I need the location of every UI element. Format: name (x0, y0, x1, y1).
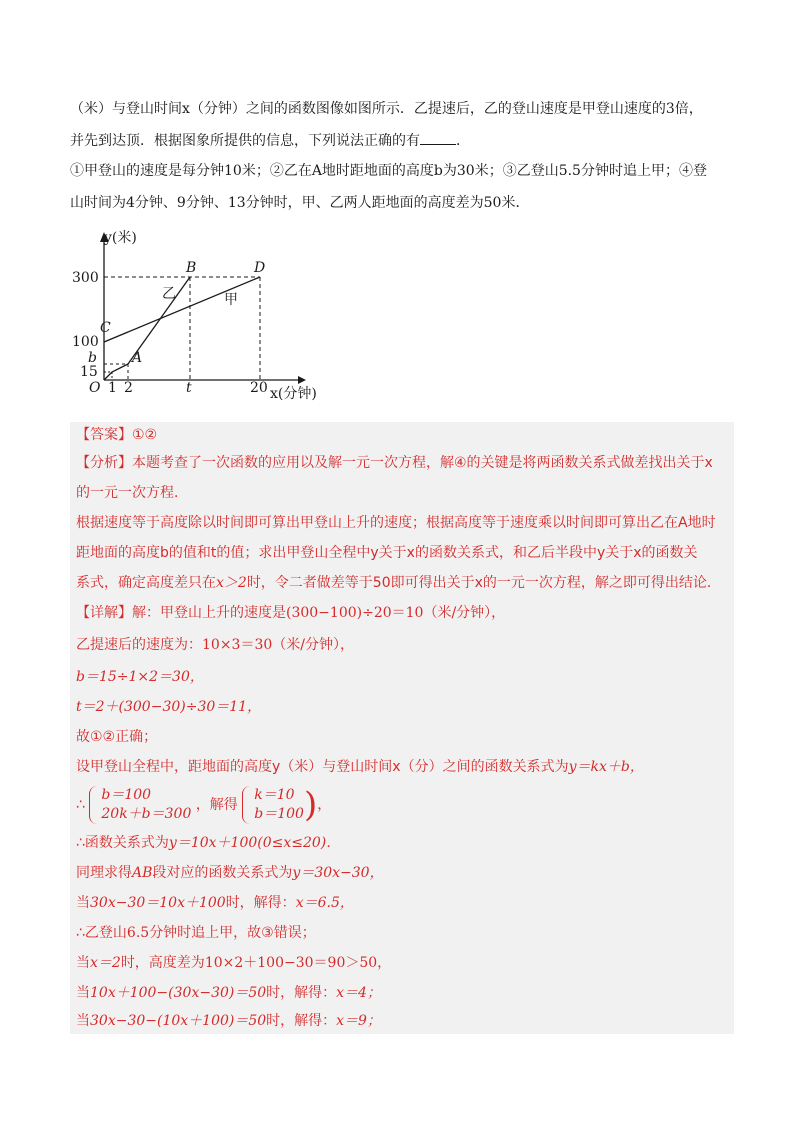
question-line-2-text: 并先到达顶．根据图象所提供的信息，下列说法正确的有 (70, 133, 420, 149)
detail-text-a: 【详解】解：甲登山上升的速度是 (76, 605, 286, 621)
analysis-5-text-a: 系式，确定高度差只在 (76, 575, 216, 591)
when4-math: 30x−30−(10x＋100)＝50 (90, 1013, 267, 1029)
when-line-1 (76, 892, 354, 914)
question-line-1: （米）与登山时间x（分钟）之间的函数图像如图所示．乙提速后，乙的登山速度是甲登山速度的3倍， (70, 101, 703, 117)
when4-solution: x＝9； (336, 1013, 381, 1029)
close-paren: ) (303, 785, 318, 825)
when3-math: 10x＋100−(30x−30)＝50 (90, 985, 267, 1001)
analysis-line-2: 的一元一次方程． (76, 485, 188, 501)
function-text: ∴函数关系式为 (76, 835, 169, 851)
x-tick-t: t (186, 380, 192, 396)
ab-line (76, 862, 384, 884)
when2-math-1: x＝2 (90, 955, 121, 971)
line-yi-label: 乙 (162, 286, 176, 302)
when4-text-b: 时，解得： (266, 1013, 337, 1029)
ab-segment: AB (132, 865, 153, 881)
equation-system (89, 786, 191, 824)
wrong-math: 6.5 (126, 925, 150, 941)
x-tick-1: 1 (108, 380, 117, 396)
origin-label: O (89, 380, 101, 396)
line-yi (104, 277, 190, 380)
therefore-symbol: ∴ (76, 797, 85, 813)
when3-solution: x＝4； (336, 985, 381, 1001)
when4-text-a: 当 (76, 1013, 90, 1029)
analysis-line-5 (76, 572, 721, 594)
when2-text-a: 当 (76, 955, 90, 971)
point-c-label: C (100, 320, 111, 336)
question-line-2-end: ． (456, 133, 470, 149)
when1-text-a: 当 (76, 895, 90, 911)
b-equation: b＝15÷1×2＝30， (76, 669, 204, 685)
solution-system (242, 786, 304, 824)
y-tick-15: 15 (80, 364, 98, 380)
detail-text-b: （米/分钟）， (423, 605, 506, 621)
solution-eq-2: b＝100 (254, 806, 304, 822)
solve-text: ，解得 (195, 797, 238, 813)
x-tick-20: 20 (250, 380, 268, 396)
system-line (76, 786, 331, 824)
analysis-5-text-b: 时，令二者做差等于50即可得出关于x的一元一次方程，解之即可得出结论． (246, 575, 721, 591)
set-math: y＝kx＋b， (568, 759, 644, 775)
y-tick-100: 100 (72, 334, 99, 350)
function-math: y＝10x＋100(0≤x≤20)． (168, 835, 341, 851)
solution-eq-1: k＝10 (254, 787, 295, 803)
speed-math: 10×3＝30 (202, 637, 273, 653)
when-line-2 (76, 952, 391, 974)
system-eq-2: 20k＋b＝300 (101, 806, 192, 822)
speed-text-b: （米/分钟）， (272, 637, 354, 653)
set-text: 设甲登山全程中，距地面的高度y（米）与登山时间x（分）之间的函数关系式为 (76, 759, 569, 775)
set-function-line (76, 756, 644, 778)
y-axis-label: y(米) (104, 230, 137, 246)
when-line-4 (76, 1010, 381, 1032)
question-line-3: ①甲登山的速度是每分钟10米；②乙在A地时距地面的高度b为30米；③乙登山5.5分钟时追上甲；④登 (70, 163, 707, 179)
ab-math: y＝30x−30， (292, 865, 384, 881)
ab-text-b: 段对应的函数关系式为 (152, 865, 293, 881)
solution-box (70, 422, 734, 1034)
function-line (76, 832, 340, 854)
detail-line (76, 602, 505, 624)
detail-math: (300−100)÷20＝10 (286, 605, 424, 621)
system-eq-1: b＝100 (101, 787, 152, 803)
analysis-5-math: x＞2 (216, 575, 247, 591)
x-axis-arrow-icon (298, 376, 306, 384)
when2-math-2: 10×2＋100−30＝90＞50， (204, 955, 392, 971)
analysis-line-3: 根据速度等于高度除以时间即可算出甲登山上升的速度；根据高度等于速度乘以时间即可算出乙在A地时 (76, 515, 716, 531)
answer-blank (420, 130, 456, 145)
point-b-label: B (186, 260, 197, 276)
wrong-text-b: 分钟时追上甲，故③错误； (149, 925, 316, 941)
line-jia-label: 甲 (224, 292, 238, 308)
t-equation: t＝2＋(300−30)÷30＝11， (76, 699, 262, 715)
system-end: ， (317, 797, 332, 813)
x-tick-2: 2 (124, 380, 133, 396)
when1-math: 30x−30＝10x＋100 (90, 895, 226, 911)
when3-text-a: 当 (76, 985, 90, 1001)
x-axis-label: x(分钟) (270, 386, 317, 402)
question-line-4: 山时间为4分钟、9分钟、13分钟时，甲、乙两人距地面的高度差为50米． (70, 195, 530, 211)
analysis-line-4: 距地面的高度b的值和t的值；求出甲登山全程中y关于x的函数关系式，和乙后半段中y关于x的函数关 (76, 545, 698, 561)
answer-line: 【答案】①② (76, 427, 158, 443)
y-tick-300: 300 (72, 270, 99, 286)
ab-text-a: 同理求得 (76, 865, 132, 881)
wrong-line (76, 922, 316, 944)
function-graph (60, 222, 350, 412)
speed-text-a: 乙提速后的速度为： (76, 637, 202, 653)
correct-line: 故①②正确； (76, 729, 158, 745)
question-line-2 (70, 130, 730, 152)
point-a-label: A (132, 350, 143, 366)
when-line-3 (76, 982, 381, 1004)
speed-line (76, 634, 354, 656)
when1-solution: x＝6.5， (295, 895, 354, 911)
wrong-text-a: ∴乙登山 (76, 925, 127, 941)
y-tick-b: b (88, 350, 97, 366)
when2-text-b: 时，高度差为 (120, 955, 205, 971)
point-d-label: D (254, 260, 266, 276)
when3-text-b: 时，解得： (266, 985, 337, 1001)
line-jia (104, 277, 260, 342)
when1-text-b: 时，解得： (225, 895, 296, 911)
analysis-line-1: 【分析】本题考查了一次函数的应用以及解一元一次方程，解④的关键是将两函数关系式做差找出关于x (76, 455, 713, 471)
